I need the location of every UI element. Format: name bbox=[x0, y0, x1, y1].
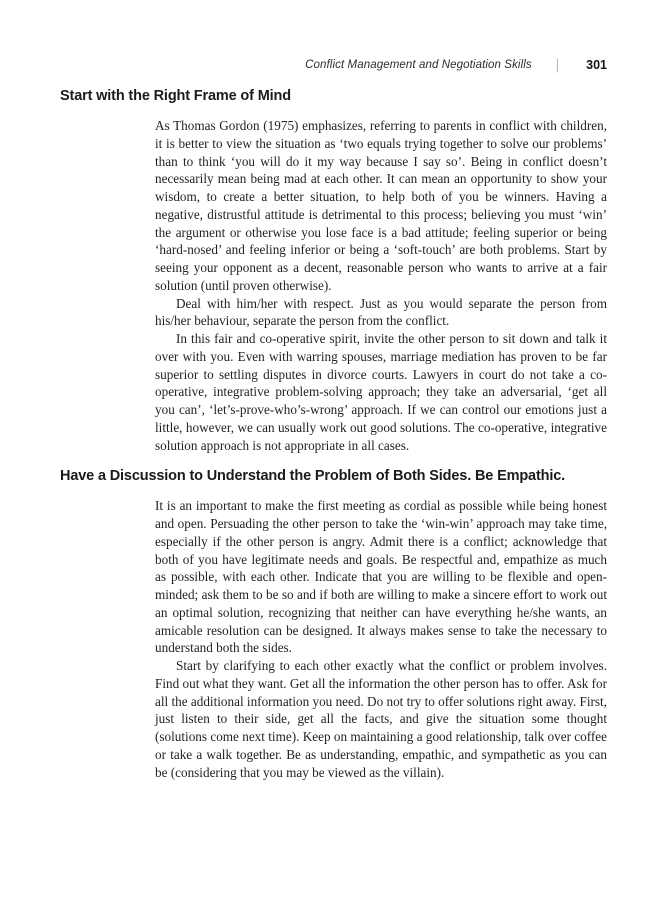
running-header bbox=[60, 57, 607, 72]
body-paragraph: Start by clarifying to each other exactly what the conflict or problem involves. Find out what they want. Get all the information the other person has to offer. Ask for all the additional information you need. Do not try to offer solutions right away. First, just listen to their side, get all the facts, and give the situation some thought (solutions come next time). Keep on maintaining a good relationship, talk over coffee or take a walk together. Be as understanding, empathic, and sympathetic as you can be (considering that you may be viewed as the villain). bbox=[155, 658, 607, 780]
header-separator: | bbox=[555, 56, 560, 73]
page-number: 301 bbox=[586, 57, 607, 72]
section-paragraphs bbox=[155, 497, 607, 781]
section-heading: Start with the Right Frame of Mind bbox=[60, 88, 291, 104]
body-paragraph: As Thomas Gordon (1975) emphasizes, referring to parents in conflict with children, it is better to view the situation as ‘two equals trying together to solve our problems’ than to think ‘you will do it my way because I say so’. Being in conflict doesn’t necessarily mean being mad at each other. It can mean an opportunity to show your wisdom, to create a better situation, to help both of you be winners. Having a negative, distrustful attitude is detrimental to this process; believing you must ‘win’ the argument or otherwise you lose face is a bad attitude; feeling superior or being ‘hard-nosed’ and feeling inferior or being a ‘soft-touch’ are both problems. Start by seeing your opponent as a decent, reasonable person who wants to arrive at a fair solution (until proven otherwise). bbox=[155, 118, 607, 293]
body-paragraph: Deal with him/her with respect. Just as you would separate the person from his/her behaviour, separate the person from the conflict. bbox=[155, 295, 607, 329]
section-paragraphs bbox=[155, 117, 607, 454]
section-heading: Have a Discussion to Understand the Problem of Both Sides. Be Empathic. bbox=[60, 468, 566, 485]
section-frame-of-mind bbox=[60, 88, 607, 454]
page-content bbox=[60, 88, 607, 781]
running-title: Conflict Management and Negotiation Skills bbox=[305, 58, 532, 71]
body-paragraph: It is an important to make the first meeting as cordial as possible while being honest and open. Persuading the other person to take the ‘win-win’ approach may take time, especially if the other person is angry. Admit there is a conflict; acknowledge that both of you have legitimate needs and goals. Be respectful and, empathize as much as possible, with each other. Indicate that you are willing to be flexible and open-minded; ask them to be so and if both are willing to make a sincere effort to work out an optimal solution, recognizing that neither can have everything he/she wants, an amicable resolution can be designed. It always makes sense to take the necessary to understand both the sides. bbox=[155, 498, 607, 656]
body-paragraph: In this fair and co-operative spirit, invite the other person to sit down and talk it over with you. Even with warring spouses, marriage mediation has proven to be far superior to settling disputes in divorce courts. Lawyers in court do not take a co-operative, integrative problem-solving approach; they take an adversarial, ‘get all you can’, ‘let’s-prove-who’s-wrong’ approach. If we can control our emotions just a little, however, we can usually work out good solutions. The co-operative, integrative solution approach is not appropriate in all cases. bbox=[155, 331, 607, 453]
section-have-a-discussion bbox=[60, 468, 607, 781]
